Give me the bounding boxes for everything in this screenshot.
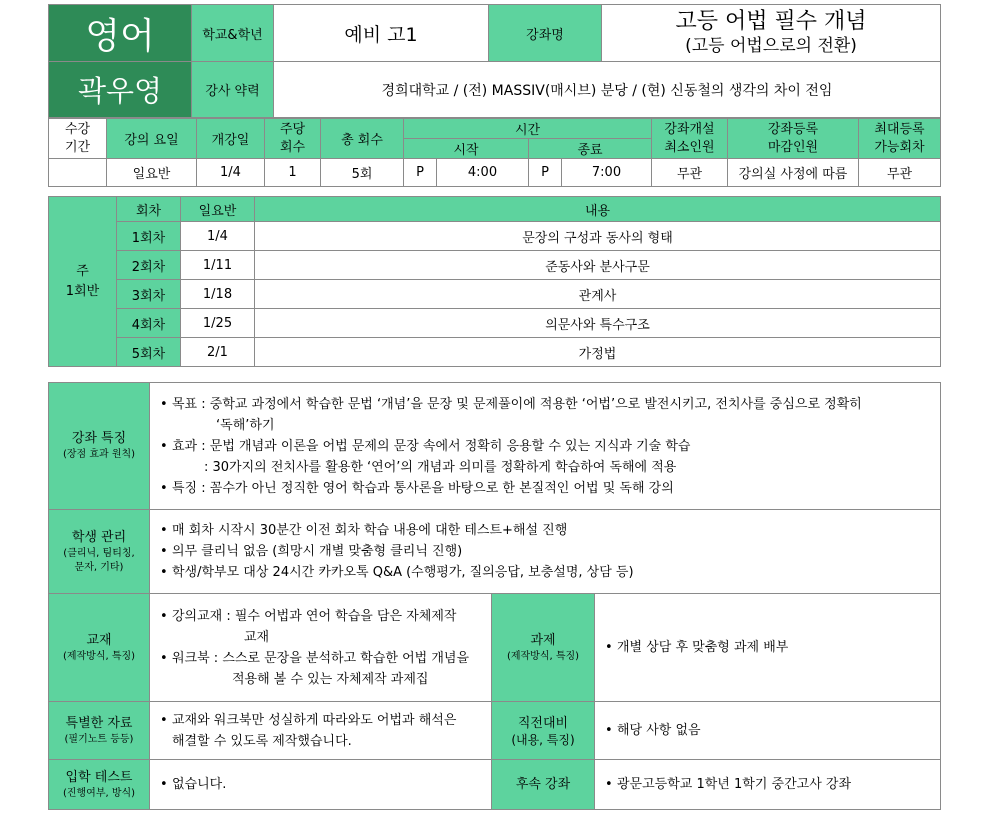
features-label: 강좌 특징 [71, 431, 127, 446]
list-item: • 없습니다. [158, 774, 491, 795]
row-end-time: 7:00 [562, 159, 652, 187]
entrance-test-sub: (진행여부, 방식) [62, 787, 136, 799]
list-item: • 해당 사항 없음 [603, 720, 940, 741]
follow-up-list [603, 774, 940, 795]
row-deadline: 강의실 사정에 따름 [728, 159, 859, 187]
school-grade-value: 예비 고1 [274, 5, 489, 62]
date-cell: 2/1 [181, 338, 255, 367]
table-row [49, 280, 941, 309]
exam-prep-content [595, 702, 941, 760]
features-sub: (장점 효과 원칙) [62, 449, 136, 460]
header-total: 총 회수 [321, 119, 404, 159]
header-time-start: 시작 [404, 139, 529, 159]
course-title-cell [602, 5, 941, 62]
row-weekly: 1 [265, 159, 321, 187]
list-item: • 강의교재 : 필수 어법과 연어 학습을 담은 자체제작 [158, 606, 491, 627]
features-content [150, 383, 941, 510]
content-cell: 가정법 [255, 338, 941, 367]
session-cell: 5회차 [117, 338, 181, 367]
period-spacer [49, 159, 107, 187]
date-cell: 1/11 [181, 251, 255, 280]
details-table [48, 382, 941, 810]
homework-label: 과제 [530, 632, 556, 648]
follow-up-content [595, 760, 941, 810]
date-cell: 1/4 [181, 222, 255, 251]
header-day: 강의 요일 [107, 119, 197, 159]
list-item: • 개별 상담 후 맞춤형 과제 배부 [603, 637, 940, 658]
management-label-cell [49, 510, 150, 594]
teacher-name: 곽우영 [77, 74, 163, 108]
management-sub: (클리닉, 팀티칭, 문자, 기타) [63, 547, 135, 573]
table-row [49, 251, 941, 280]
entrance-test-label-cell [49, 760, 150, 810]
period-label-text: 수강 기간 [64, 121, 91, 155]
textbook-label-cell [49, 594, 150, 702]
list-item: • 광문고등학교 1학년 1학기 중간고사 강좌 [603, 774, 940, 795]
list-item: : 30가지의 전치사를 활용한 ‘연어’의 개념과 의미를 정확하게 학습하여 독해에 적용 [204, 459, 677, 475]
row-total: 5회 [321, 159, 404, 187]
follow-up-label-cell [492, 760, 595, 810]
date-cell: 1/25 [181, 309, 255, 338]
header-table [48, 4, 941, 118]
teacher-cell [49, 62, 192, 118]
session-cell: 4회차 [117, 309, 181, 338]
row-end-ampm: P [529, 159, 562, 187]
list-item: • 학생/학부모 대상 24시간 카카오톡 Q&A (수행평가, 질의응답, 보충설명, 상담 등) [158, 562, 940, 583]
features-list [158, 394, 940, 499]
management-list [158, 520, 940, 583]
schedule-table [48, 118, 941, 187]
textbook-list [158, 606, 491, 690]
row-day: 일요반 [107, 159, 197, 187]
subject-cell [49, 5, 192, 62]
list-item: ‘독해’하기 [216, 417, 275, 433]
header-time: 시간 [404, 119, 652, 139]
list-item: 해결할 수 있도록 제작했습니다. [172, 733, 352, 749]
header-max: 최대등록 가능회차 [859, 119, 941, 159]
features-label-cell [49, 383, 150, 510]
homework-list [603, 637, 940, 658]
content-cell: 문장의 구성과 동사의 형태 [255, 222, 941, 251]
period-label [49, 119, 107, 159]
date-cell: 1/18 [181, 280, 255, 309]
content-cell: 관계사 [255, 280, 941, 309]
materials-content [150, 702, 492, 760]
curriculum-header-date: 일요반 [181, 197, 255, 222]
school-grade-label: 학교&학년 [192, 5, 274, 62]
materials-label: 특별한 자료 [65, 715, 133, 731]
table-row [49, 309, 941, 338]
subject-title: 영어 [85, 15, 155, 57]
row-min: 무관 [652, 159, 728, 187]
materials-sub: (필기노트 등등) [64, 733, 134, 745]
follow-up-label: 후속 강좌 [515, 776, 571, 792]
session-cell: 1회차 [117, 222, 181, 251]
list-item: • 워크북 : 스스로 문장을 분석하고 학습한 어법 개념을 [158, 648, 491, 669]
curriculum-header-content: 내용 [255, 197, 941, 222]
header-time-end: 종료 [529, 139, 652, 159]
curriculum-table [48, 196, 941, 367]
course-name-label: 강좌명 [489, 5, 602, 62]
entrance-test-list [158, 774, 491, 795]
list-item: • 매 회차 시작시 30분간 이전 회차 학습 내용에 대한 테스트+해설 진행 [158, 520, 940, 541]
homework-content [595, 594, 941, 702]
table-row [49, 222, 941, 251]
header-min: 강좌개설 최소인원 [652, 119, 728, 159]
session-cell: 3회차 [117, 280, 181, 309]
header-deadline: 강좌등록 마감인원 [728, 119, 859, 159]
homework-sub: (제작방식, 특징) [506, 650, 580, 662]
exam-prep-sub: (내용, 특징) [511, 732, 575, 747]
course-subtitle: (고등 어법으로의 전환) [685, 36, 857, 56]
course-title: 고등 어법 필수 개념 [675, 9, 867, 34]
exam-prep-label: 직전대비 [517, 715, 569, 731]
list-item: • 특징 : 꼼수가 아닌 정직한 영어 학습과 통사론을 바탕으로 한 본질적인 어법 및 독해 강의 [158, 478, 940, 499]
curriculum-header-session: 회차 [117, 197, 181, 222]
management-label: 학생 관리 [71, 529, 127, 545]
header-start-date: 개강일 [197, 119, 265, 159]
table-row [49, 338, 941, 367]
list-item: 적용해 볼 수 있는 자체제작 과제집 [232, 671, 429, 687]
list-item: • 교재와 워크북만 성실하게 따라와도 어법과 해석은 [158, 710, 491, 731]
list-item: • 의무 클리닉 없음 (희망시 개별 맞춤형 클리닉 진행) [158, 541, 940, 562]
entrance-test-label: 입학 테스트 [65, 769, 133, 785]
exam-prep-label-cell [492, 702, 595, 760]
materials-label-cell [49, 702, 150, 760]
textbook-content [150, 594, 492, 702]
exam-prep-list [603, 720, 940, 741]
content-cell: 의문사와 특수구조 [255, 309, 941, 338]
row-start-time: 4:00 [437, 159, 529, 187]
textbook-sub: (제작방식, 특징) [62, 650, 136, 662]
list-item: • 목표 : 중학교 과정에서 학습한 문법 ‘개념’을 문장 및 문제풀이에 적용한 ‘어법’으로 발전시키고, 전치사를 중심으로 정확히 [158, 394, 940, 415]
bio-value: 경희대학교 / (전) MASSIV(매시브) 분당 / (현) 신동철의 생각의 차이 전임 [274, 62, 941, 118]
homework-label-cell [492, 594, 595, 702]
session-cell: 2회차 [117, 251, 181, 280]
list-item: • 효과 : 문법 개념과 이론을 어법 문제의 문장 속에서 정확히 응용할 수 있는 지식과 기술 학습 [158, 436, 940, 457]
content-cell: 준동사와 분사구문 [255, 251, 941, 280]
entrance-test-content [150, 760, 492, 810]
header-weekly: 주당 회수 [265, 119, 321, 159]
row-max: 무관 [859, 159, 941, 187]
curriculum-side-label: 주 1회반 [49, 197, 117, 367]
list-item: 교재 [244, 629, 270, 645]
row-start-ampm: P [404, 159, 437, 187]
textbook-label: 교재 [86, 632, 112, 648]
materials-list [158, 710, 491, 752]
row-start-date: 1/4 [197, 159, 265, 187]
management-content [150, 510, 941, 594]
bio-label: 강사 약력 [192, 62, 274, 118]
